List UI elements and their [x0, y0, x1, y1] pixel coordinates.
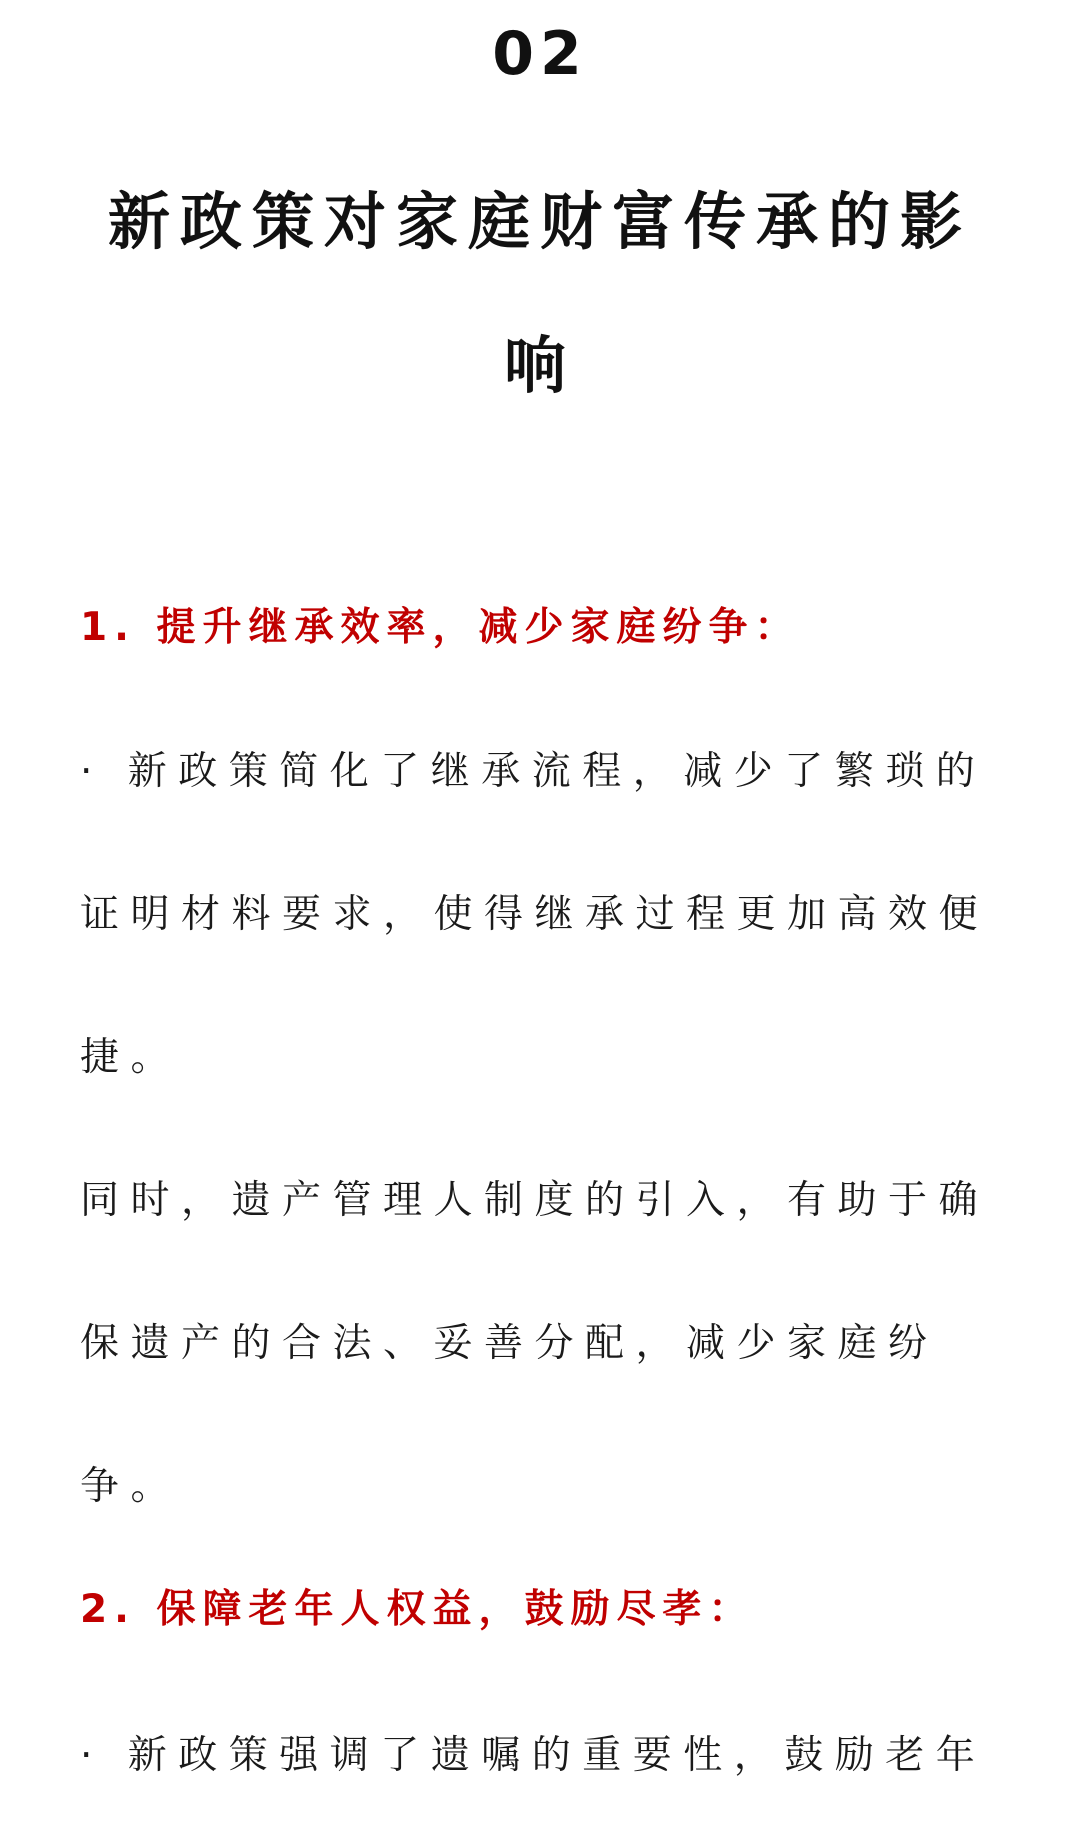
subheading-1: 1. 提升继承效率，减少家庭纷争：: [80, 605, 801, 650]
section-number: 02: [492, 19, 588, 89]
paragraph-1: · 新政策简化了继承流程，减少了繁琐的证明材料要求，使得继承过程更加高效便捷。: [80, 749, 990, 1080]
paragraph-2: 同时，遗产管理人制度的引入，有助于确保遗产的合法、妥善分配，减少家庭纷争。: [80, 1178, 990, 1509]
paragraph-3: · 新政策强调了遗嘱的重要性，鼓励老年: [80, 1733, 987, 1778]
section-title: 新政策对家庭财富传承的影响: [107, 185, 972, 402]
subheading-2: 2. 保障老年人权益，鼓励尽孝：: [80, 1587, 755, 1632]
article-body: [80, 598, 1000, 1827]
